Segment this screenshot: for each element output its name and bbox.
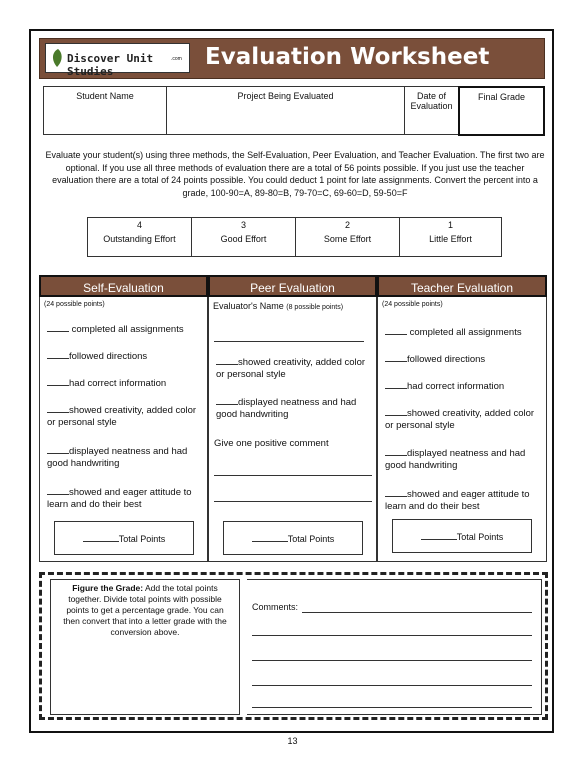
teacher-item[interactable] <box>385 327 535 339</box>
self-points-note: (24 possible points) <box>44 301 105 308</box>
effort-label: Outstanding Effort <box>103 234 176 244</box>
teacher-item[interactable] <box>385 354 535 366</box>
self-item[interactable] <box>47 405 197 429</box>
final-grade-label: Final Grade <box>477 92 526 102</box>
teacher-item-text: had correct information <box>407 381 505 392</box>
self-item[interactable] <box>47 378 197 390</box>
self-item-text: showed creativity, added color or personal style <box>47 405 197 428</box>
grade-summary-box <box>39 572 548 720</box>
figure-grade-heading: Figure the Grade: <box>72 583 144 593</box>
effort-num: 3 <box>240 220 246 230</box>
self-total-box[interactable] <box>54 521 194 555</box>
peer-total-box[interactable] <box>223 521 363 555</box>
self-item[interactable] <box>47 487 197 511</box>
comment-line[interactable] <box>252 660 532 661</box>
teacher-total-box[interactable] <box>392 519 532 553</box>
date-cell[interactable] <box>405 87 459 134</box>
peer-item[interactable] <box>216 397 366 421</box>
comments-area[interactable] <box>247 579 542 715</box>
effort-2 <box>296 218 400 256</box>
self-total-label: Total Points <box>118 534 166 544</box>
positive-comment-label: Give one positive comment <box>214 438 329 449</box>
teacher-eval-column <box>377 297 547 562</box>
peer-eval-column <box>208 297 377 562</box>
teacher-eval-heading: Teacher Evaluation <box>377 275 547 297</box>
self-eval-heading: Self-Evaluation <box>39 275 208 297</box>
project-cell[interactable] <box>167 87 405 134</box>
effort-3 <box>192 218 296 256</box>
effort-scale <box>87 217 502 257</box>
header-banner <box>39 38 545 79</box>
effort-num: 1 <box>447 220 453 230</box>
peer-points-note: (8 possible points) <box>286 304 344 311</box>
peer-eval-heading: Peer Evaluation <box>208 275 377 297</box>
comment-line[interactable] <box>302 612 532 613</box>
instructions: Evaluate your student(s) using three methods, the Self-Evaluation, Peer Evaluation, and Teacher Evaluation. The first two are optional. If you use all three methods of evaluation there are a total of 56 points possible. If you just use the teacher evaluation there are a total of 24 points possible. You could deduct 1 point for late assignments. Convert the percent into a grade, 100-90=A, 89-80=B, 79-70=C, 69-60=D, 59-50=F <box>45 150 545 198</box>
effort-4 <box>88 218 192 256</box>
teacher-item-text: displayed neatness and had good handwriting <box>385 448 526 471</box>
page-number: 13 <box>287 736 298 746</box>
comment-line[interactable] <box>252 707 532 708</box>
effort-num: 2 <box>344 220 350 230</box>
effort-label: Good Effort <box>220 234 267 244</box>
teacher-item-text: showed creativity, added color or personal style <box>385 408 535 431</box>
teacher-item-text: followed directions <box>407 354 486 365</box>
comment-line[interactable] <box>252 685 532 686</box>
peer-total-label: Total Points <box>287 534 335 544</box>
project-label: Project Being Evaluated <box>237 91 334 101</box>
teacher-item[interactable] <box>385 408 535 432</box>
self-item-text: displayed neatness and had good handwriting <box>47 446 188 469</box>
self-item[interactable] <box>47 446 197 470</box>
teacher-total-label: Total Points <box>456 532 504 542</box>
self-item[interactable] <box>47 351 197 363</box>
evaluator-line[interactable] <box>214 341 364 342</box>
figure-grade-instructions <box>50 579 240 715</box>
leaf-icon <box>51 48 64 68</box>
self-item-text: followed directions <box>69 351 148 362</box>
effort-1 <box>400 218 501 256</box>
figure-grade-text: Add the total points together. Divide total points with possible points to get a percentage grade. You can then convert that into a letter grade with the conversion above. <box>63 583 227 637</box>
teacher-item-text: completed all assignments <box>409 327 522 338</box>
comment-line[interactable] <box>214 475 372 476</box>
peer-item-text: displayed neatness and had good handwriting <box>216 397 357 420</box>
effort-label: Some Effort <box>323 234 372 244</box>
teacher-points-note: (24 possible points) <box>382 301 443 308</box>
comments-label: Comments: <box>252 602 299 612</box>
peer-item[interactable] <box>216 357 366 381</box>
date-label: Date of Evaluation <box>410 91 453 111</box>
peer-item-text: showed creativity, added color or personal style <box>216 357 366 380</box>
comment-line[interactable] <box>252 635 532 636</box>
teacher-item[interactable] <box>385 489 535 513</box>
self-item-text: had correct information <box>69 378 167 389</box>
evaluator-name <box>213 301 343 311</box>
logo-text: Discover Unit Studies <box>67 52 154 78</box>
comment-line[interactable] <box>214 501 372 502</box>
self-item[interactable] <box>47 324 197 336</box>
self-item-text: completed all assignments <box>71 324 184 335</box>
student-name-cell[interactable] <box>44 87 167 134</box>
logo <box>45 43 190 78</box>
effort-label: Little Effort <box>429 234 472 244</box>
student-name-label: Student Name <box>76 91 134 101</box>
logo-suffix: .com <box>171 56 182 62</box>
self-eval-column <box>39 297 208 562</box>
evaluator-label: Evaluator's Name <box>213 301 284 311</box>
self-item-text: showed and eager attitude to learn and do their best <box>47 487 192 510</box>
teacher-item[interactable] <box>385 448 535 472</box>
worksheet-page <box>29 29 554 733</box>
effort-num: 4 <box>136 220 142 230</box>
final-grade-cell[interactable] <box>458 86 545 136</box>
page-title: Evaluation Worksheet <box>205 44 490 70</box>
teacher-item[interactable] <box>385 381 535 393</box>
teacher-item-text: showed and eager attitude to learn and do their best <box>385 489 530 512</box>
